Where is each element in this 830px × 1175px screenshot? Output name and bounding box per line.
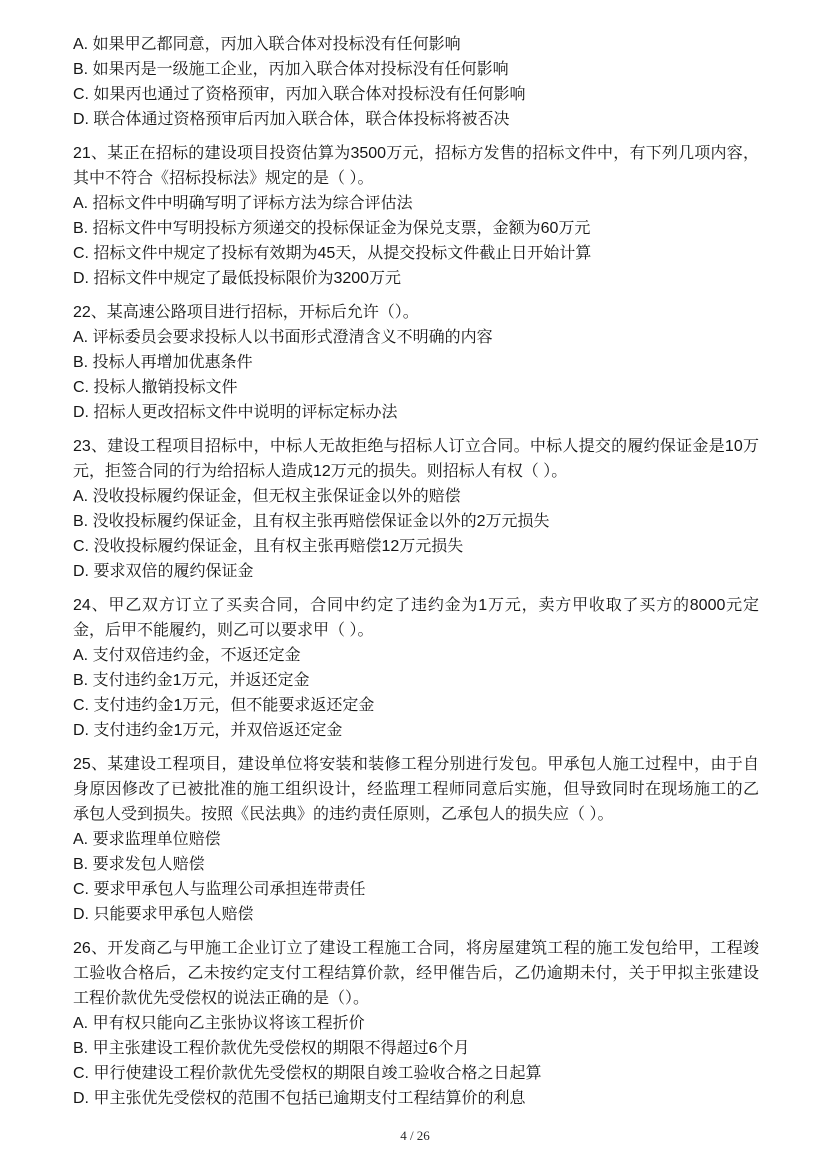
option-item: B. 支付违约金1万元，并返还定金 [73, 672, 310, 689]
option-item: D. 联合体通过资格预审后丙加入联合体，联合体投标将被否决 [73, 111, 510, 128]
option-item: B. 要求发包人赔偿 [73, 856, 205, 873]
option-item: A. 要求监理单位赔偿 [73, 831, 221, 848]
option-item: B. 甲主张建设工程价款优先受偿权的期限不得超过6个月 [73, 1040, 470, 1057]
option-item: C. 甲行使建设工程价款优先受偿权的期限自竣工验收合格之日起算 [73, 1065, 542, 1082]
option-item: D. 招标文件中规定了最低投标限价为3200万元 [73, 270, 402, 287]
question-stem: 23、建设工程项目招标中，中标人无故拒绝与招标人订立合同。中标人提交的履约保证金是10万元，拒签合同的行为给招标人造成12万元的损失。则招标人有权（ ）。 [73, 438, 759, 480]
option-item: D. 招标人更改招标文件中说明的评标定标办法 [73, 404, 398, 421]
option-item: A. 甲有权只能向乙主张协议将该工程折价 [73, 1015, 365, 1032]
option-item: B. 招标文件中写明投标方须递交的投标保证金为保兑支票，金额为60万元 [73, 220, 591, 237]
option-item: D. 只能要求甲承包人赔偿 [73, 906, 254, 923]
option-item: D. 要求双倍的履约保证金 [73, 563, 254, 580]
option-item: C. 招标文件中规定了投标有效期为45天，从提交投标文件截止日开始计算 [73, 245, 592, 262]
question-block [73, 593, 759, 743]
question-block [73, 936, 759, 1111]
option-item: B. 投标人再增加优惠条件 [73, 354, 253, 371]
question-block [73, 752, 759, 927]
option-item: C. 要求甲承包人与监理公司承担连带责任 [73, 881, 366, 898]
option-item: B. 没收投标履约保证金，且有权主张再赔偿保证金以外的2万元损失 [73, 513, 550, 530]
option-item: B. 如果丙是一级施工企业，丙加入联合体对投标没有任何影响 [73, 61, 509, 78]
option-item: C. 没收投标履约保证金，且有权主张再赔偿12万元损失 [73, 538, 464, 555]
question-stem: 21、某正在招标的建设项目投资估算为3500万元，招标方发售的招标文件中，有下列几项内容，其中不符合《招标投标法》规定的是（ ）。 [73, 145, 759, 187]
option-item: C. 支付违约金1万元，但不能要求返还定金 [73, 697, 375, 714]
question-stem: 25、某建设工程项目，建设单位将安装和装修工程分别进行发包。甲承包人施工过程中，由于自身原因修改了已被批准的施工组织设计，经监理工程师同意后实施，但导致同时在现场施工的乙承包人受到损失。按照《民法典》的违约责任原则，乙承包人的损失应（ ）。 [73, 756, 759, 823]
page-footer [0, 1128, 830, 1144]
option-item: D. 甲主张优先受偿权的范围不包括已逾期支付工程结算价的利息 [73, 1090, 526, 1107]
question-block [73, 32, 759, 132]
question-block [73, 141, 759, 291]
option-item: A. 如果甲乙都同意，丙加入联合体对投标没有任何影响 [73, 36, 461, 53]
option-item: A. 支付双倍违约金，不返还定金 [73, 647, 301, 664]
option-item: A. 评标委员会要求投标人以书面形式澄清含义不明确的内容 [73, 329, 493, 346]
question-stem: 26、开发商乙与甲施工企业订立了建设工程施工合同，将房屋建筑工程的施工发包给甲，工程竣工验收合格后，乙未按约定支付工程结算价款，经甲催告后，乙仍逾期未付，关于甲拟主张建设工程价款优先受偿权的说法正确的是（）。 [73, 940, 759, 1007]
question-block [73, 434, 759, 584]
option-item: C. 投标人撤销投标文件 [73, 379, 238, 396]
option-item: D. 支付违约金1万元，并双倍返还定金 [73, 722, 343, 739]
option-item: A. 没收投标履约保证金，但无权主张保证金以外的赔偿 [73, 488, 461, 505]
question-stem: 22、某高速公路项目进行招标，开标后允许（）。 [73, 304, 419, 321]
page-number: 4 / 26 [400, 1128, 430, 1143]
question-block [73, 300, 759, 425]
question-list [73, 32, 759, 1120]
option-item: C. 如果丙也通过了资格预审，丙加入联合体对投标没有任何影响 [73, 86, 526, 103]
option-item: A. 招标文件中明确写明了评标方法为综合评估法 [73, 195, 413, 212]
question-stem: 24、甲乙双方订立了买卖合同，合同中约定了违约金为1万元，卖方甲收取了买方的8000元定金，后甲不能履约，则乙可以要求甲（ ）。 [73, 597, 759, 639]
